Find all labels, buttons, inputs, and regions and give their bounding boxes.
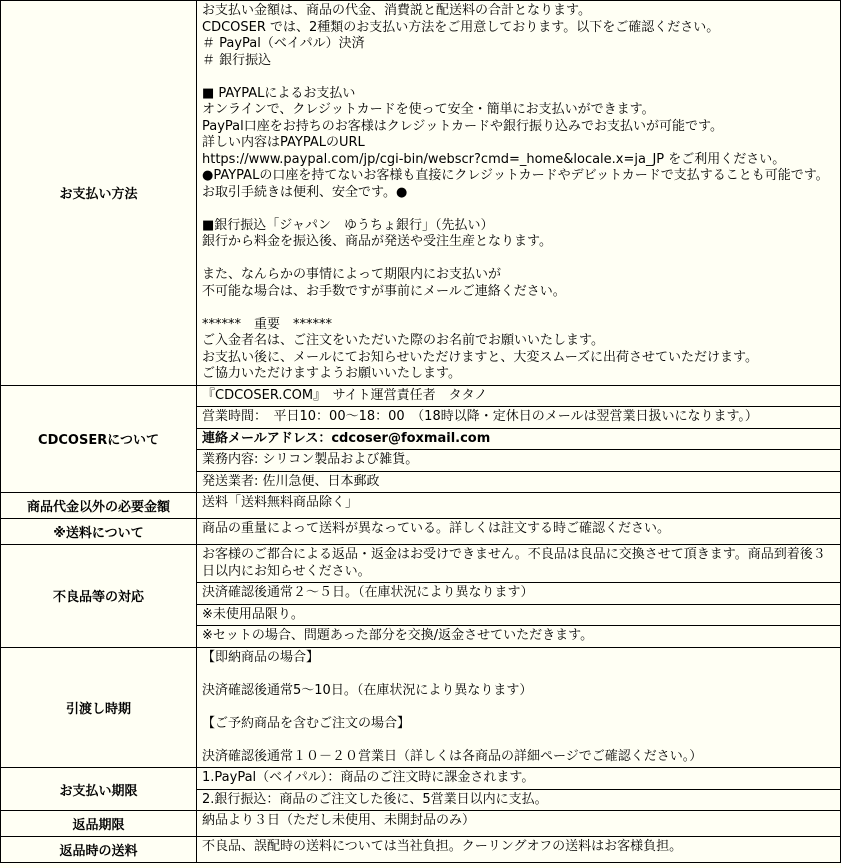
content-cell (197, 789, 840, 811)
row-content (197, 385, 841, 493)
row-content (197, 837, 841, 863)
text-line: 業務内容: シリコン製品および雑貨。 (202, 452, 419, 467)
row-content (197, 519, 841, 545)
text-line: 決済確認後通常5～10日。（在庫状況により異なります） (202, 682, 533, 698)
text-line: 不可能な場合は、お手数ですが事前にメールご連絡ください。 (202, 283, 566, 299)
row-content (197, 768, 841, 811)
row-content (197, 493, 841, 519)
row-label: 不良品等の対応 (1, 545, 197, 648)
text-line: 『CDCOSER.COM』 サイト運営責任者 タタノ (202, 387, 488, 403)
table-row (1, 1, 841, 386)
text-line: ※セットの場合、問題あった部分を交換/返金させていただきます。 (202, 628, 594, 643)
content-cell (197, 519, 840, 540)
text-line: ■ PAYPALによるお支払い (202, 85, 356, 101)
row-content (197, 545, 841, 648)
text-line: ※未使用品限り。 (202, 606, 304, 622)
content-cell (197, 811, 840, 832)
row-label: 返品期限 (1, 811, 197, 837)
row-label: お支払い期限 (1, 768, 197, 811)
text-line: 決済確認後通常２～５日。（在庫状況により異なります） (202, 585, 534, 600)
row-content (197, 1, 841, 386)
text-line: 決済確認後通常１０－２０営業日（詳しくは各商品の詳細ページでご確認ください。） (202, 748, 703, 764)
row-label: ※送料について (1, 519, 197, 545)
content-cell (197, 406, 840, 428)
row-content (197, 811, 841, 837)
text-line: 連絡メールアドレス：cdcoser@foxmail.com (202, 430, 491, 446)
text-line: 納品より３日（ただし未使用、未開封品のみ） (202, 813, 476, 828)
content-cell (197, 604, 840, 626)
table-row (1, 545, 841, 648)
table-row (1, 837, 841, 863)
text-line: PayPal口座をお持ちのお客様はクレジットカードや銀行振り込みでお支払いが可能です。 (202, 118, 723, 134)
text-line: ●PAYPALの口座を持てないお客様も直接にクレジットカードやデビットカードで支払することも可能です。 (202, 168, 829, 183)
content-cell (197, 428, 840, 450)
content-cell (197, 768, 840, 789)
content-cell (197, 582, 840, 604)
table-row (1, 519, 841, 545)
text-line: お取引手続きは便利、安全です。● (202, 184, 408, 200)
row-content (197, 647, 841, 768)
text-line: https://www.paypal.com/jp/cgi-bin/webscr?cmd=_home&locale.x=ja_JP をご利用ください。 (202, 151, 786, 167)
blank-line (202, 732, 835, 749)
text-line: 商品の重量によって送料が異なっている。詳しくは註文する時ご確認ください。 (202, 521, 671, 536)
text-line: 【ご予約商品を含むご注文の場合】 (202, 715, 411, 731)
table-row (1, 493, 841, 519)
text-line: また、なんらかの事情によって期限内にお支払いが (202, 267, 502, 282)
table-row (1, 768, 841, 811)
text-line: 送料「送料無料商品除く」 (202, 495, 359, 510)
text-line: ■銀行振込「ジャパン ゆうちょ銀行」（先払い） (202, 217, 494, 233)
text-line: 不良品、誤配時の送料については当社負担。クーリングオフの送料はお客様負担。 (202, 839, 683, 854)
text-line: お支払い金額は、商品の代金、消費説と配送料の合計となります。 (202, 3, 591, 18)
text-line: ＃ 銀行振込 (202, 52, 272, 68)
blank-line (202, 666, 835, 683)
blank-line (202, 251, 835, 268)
text-line: お支払い後に、メールにてお知らせいただけますと、大変スムーズに出荷させていただけます。 (202, 349, 759, 365)
blank-line (202, 699, 835, 716)
table-row (1, 647, 841, 768)
content-cell (197, 648, 840, 768)
text-line: お客様のご都合による返品・返金はお受けできません。不良品は良品に交換させて頂きます。商品到着後３日以内にお知らせください。 (202, 547, 826, 579)
text-line: ご入金者名は、ご注文をいただいた際のお名前でお願いいたします。 (202, 333, 604, 348)
content-cell (197, 625, 840, 647)
text-line: オンラインで、クレジットカードを使って安全・簡単にお支払いができます。 (202, 102, 655, 117)
row-label: お支払い方法 (1, 1, 197, 386)
content-cell (197, 386, 840, 407)
row-label: 引渡し時期 (1, 647, 197, 768)
blank-line (202, 201, 835, 218)
text-line: CDCOSER では、2種類のお支払い方法をご用意しております。以下をご確認ください。 (202, 19, 720, 35)
content-cell (197, 1, 840, 385)
table-row (1, 385, 841, 493)
text-line: 【即納商品の場合】 (202, 649, 320, 665)
content-cell (197, 471, 840, 493)
text-line: 営業時間： 平日10：00～18：00 （18時以降・定休日のメールは翌営業日扱いになります。） (202, 409, 758, 424)
row-label: 商品代金以外の必要金額 (1, 493, 197, 519)
table-row (1, 811, 841, 837)
text-line: ご協力いただけますようお願いいたします。 (202, 366, 461, 381)
text-line: ＃ PayPal（ベイパル）決済 (202, 36, 365, 51)
blank-line (202, 69, 835, 86)
shop-info-table-body (1, 1, 841, 863)
text-line: 銀行から料金を振込後、商品が発送や受注生産となります。 (202, 234, 552, 249)
content-cell (197, 449, 840, 471)
text-line: 発送業者: 佐川急便、日本郵政 (202, 473, 380, 489)
row-label: 返品時の送料 (1, 837, 197, 863)
content-cell (197, 545, 840, 582)
text-line: ****** 重要 ****** (202, 316, 333, 332)
content-cell (197, 837, 840, 858)
text-line: 1.PayPal（ベイパル）：商品のご注文時に課金されます。 (202, 770, 535, 785)
text-line: 2.銀行振込：商品のご注文した後に、5営業日以内に支払。 (202, 791, 548, 807)
text-line: 詳しい内容はPAYPALのURL (202, 135, 365, 150)
content-cell (197, 493, 840, 514)
row-label: CDCOSERについて (1, 385, 197, 493)
blank-line (202, 300, 835, 317)
